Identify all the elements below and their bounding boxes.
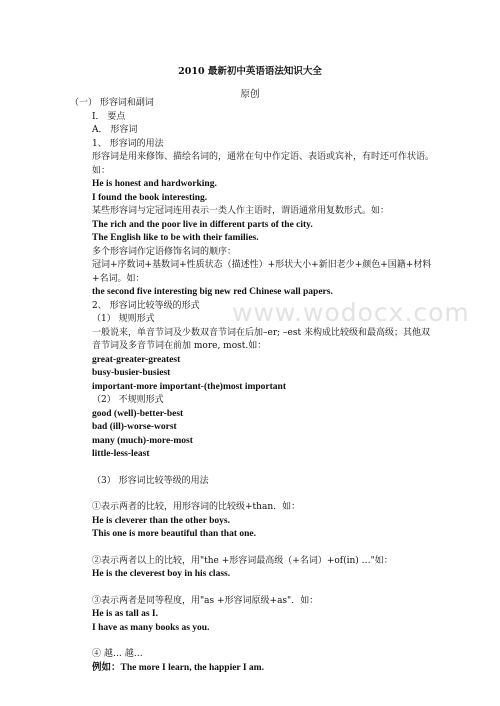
document-subtitle: 原创 <box>240 89 260 100</box>
example-sentence: He is the cleverest boy in his class. <box>92 569 231 579</box>
paragraph: 多个形容词作定语修饰名词的顺序： <box>92 246 237 257</box>
paragraph: 冠词+序数词+基数词+性质状态（描述性）+形状大小+新旧老少+颜色+国籍+材料+名词。如： <box>92 260 432 284</box>
example-word: good (well)-better-best <box>92 408 184 419</box>
spacer <box>70 635 438 648</box>
example-sentence: This one is more beautiful than that one. <box>92 529 256 539</box>
example-word: bad (ill)-worse-worst <box>92 422 177 432</box>
paragraph: ④ 越… 越… <box>92 649 143 659</box>
spacer <box>70 542 438 555</box>
example-word: little-less-least <box>92 449 150 459</box>
example-word: important-more important-(the)most important <box>92 381 287 392</box>
paragraph: 某些形容词与定冠词连用表示一类人作主语时，谓语通常用复数形式。如： <box>92 206 390 216</box>
example-sentence: I found the book interesting. <box>92 192 208 203</box>
paragraph: ①表示两者的比较，用形容词的比较级+than．如： <box>92 502 301 512</box>
spacer <box>70 462 438 475</box>
section-heading: A． 形容词 <box>92 125 138 135</box>
example-sentence: the second five interesting big new red Chinese wall papers. <box>92 287 333 297</box>
example-sentence: The rich and the poor live in different parts of the city. <box>92 219 313 230</box>
example-sentence: The English like to be with their families. <box>92 233 259 243</box>
paragraph: ②表示两者以上的比较，用"the +形容词最高级（+名词）+of(in) …"如： <box>92 555 393 566</box>
section-heading: 1、 形容词的用法 <box>92 138 164 149</box>
document-title: 2010 最新初中英语语法知识大全 <box>178 66 322 77</box>
example-sentence: He is cleverer than the other boys. <box>92 515 230 526</box>
paragraph: 形容词是用来修饰、描绘名词的，通常在句中作定语、表语或宾补，有时还可作状语。如： <box>92 152 435 176</box>
document-body <box>70 97 438 675</box>
section-heading: （1） 规则形式 <box>92 314 155 324</box>
spacer <box>70 582 438 595</box>
section-heading: （2） 不规则形式 <box>92 395 164 405</box>
watermark: www.wodocx.com <box>232 298 470 327</box>
paragraph: 一般说来，单音节词及少数双音节词在后加–er; –est 来构成比较级和最高级；其他双音节词及多音节词在前加 more, most.如： <box>92 327 430 351</box>
spacer <box>70 488 438 501</box>
example-sentence: 例如：The more I learn, the happier I am. <box>92 662 264 673</box>
example-sentence: I have as many books as you. <box>92 622 210 633</box>
section-heading: （3） 形容词比较等级的用法 <box>92 475 209 486</box>
paragraph: ③表示两者是同等程度，用"as +形容词原级+as"．如： <box>92 595 319 606</box>
example-word: great-greater-greatest <box>92 354 181 365</box>
section-heading: 2、 形容词比较等级的形式 <box>92 300 200 311</box>
example-word: busy-busier-busiest <box>92 368 171 378</box>
example-sentence: He is honest and hardworking. <box>92 179 217 189</box>
example-sentence: He is as tall as I. <box>92 609 158 619</box>
example-word: many (much)-more-most <box>92 435 193 446</box>
section-heading: （一） 形容词和副词 <box>70 98 154 108</box>
section-heading: I． 要点 <box>92 111 126 122</box>
